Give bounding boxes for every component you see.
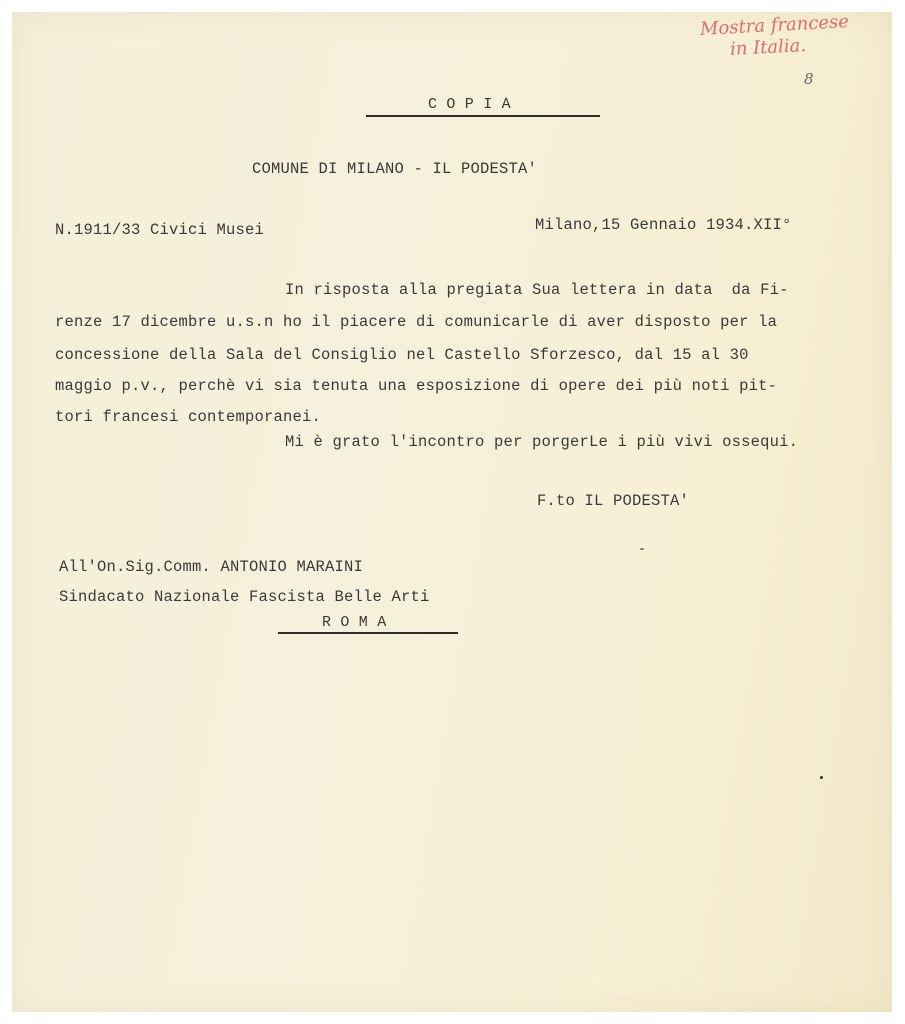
body-line-3: concessione della Sala del Consiglio nel Castello Sforzesco, dal 15 al 30 <box>55 346 749 364</box>
body-line-2: renze 17 dicembre u.s.n ho il piacere di comunicarle di aver disposto per la <box>55 313 778 331</box>
signature: F.to IL PODESTA' <box>537 492 690 510</box>
heading-underline <box>366 115 600 117</box>
recipient-organization: Sindacato Nazionale Fascista Belle Arti <box>59 588 430 606</box>
body-line-1: In risposta alla pregiata Sua lettera in data da Fi- <box>285 281 789 299</box>
place-date: Milano,15 Gennaio 1934.XII° <box>535 216 792 234</box>
paper-speck <box>820 776 823 779</box>
body-line-5: tori francesi contemporanei. <box>55 408 322 426</box>
red-annotation-line-1: Mostra francese <box>699 11 850 40</box>
city-underline <box>278 632 458 634</box>
pencil-page-number: 8 <box>804 70 814 88</box>
red-annotation-line-2: in Italia. <box>729 35 807 60</box>
body-line-4: maggio p.v., perchè vi sia tenuta una esposizione di opere dei più noti pit- <box>55 377 778 395</box>
protocol-number: N.1911/33 Civici Musei <box>55 221 265 239</box>
closing-line: Mi è grato l'incontro per porgerLe i più vivi ossequi. <box>285 433 799 451</box>
copy-heading: C O P I A <box>428 96 511 113</box>
issuer-heading: COMUNE DI MILANO - IL PODESTA' <box>252 160 538 178</box>
recipient-name: All'On.Sig.Comm. ANTONIO MARAINI <box>59 558 364 576</box>
letter-page <box>12 12 892 1012</box>
paper-speck <box>640 548 644 550</box>
recipient-city: R O M A <box>322 614 387 631</box>
